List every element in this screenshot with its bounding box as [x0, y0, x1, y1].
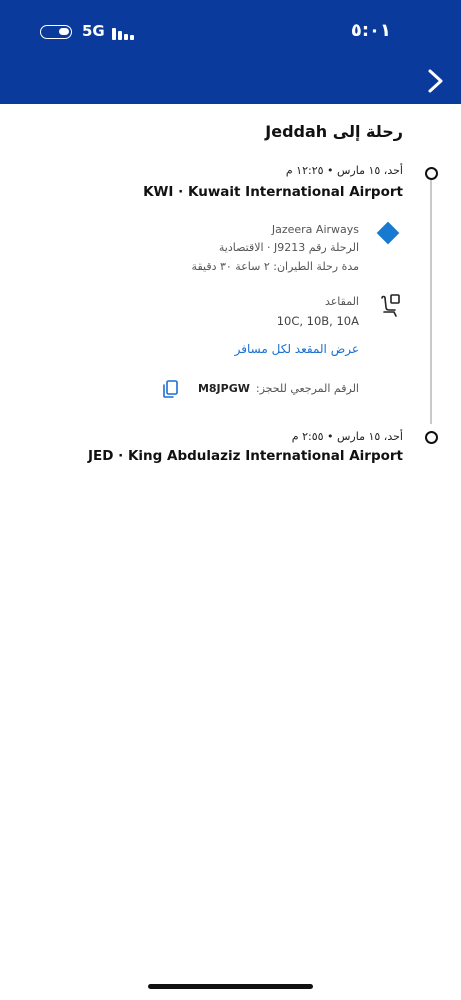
view-seat-per-passenger-link[interactable]: عرض المقعد لكل مسافر [234, 342, 359, 356]
airline-name: Jazeera Airways [271, 223, 359, 236]
booking-reference-label: الرقم المرجعي للحجز: [255, 382, 359, 395]
arrival-airport: JED · King Abdulaziz International Airport [87, 448, 403, 464]
app-header [0, 0, 461, 104]
home-indicator [148, 984, 313, 989]
seats-values: 10C, 10B, 10A [276, 314, 359, 328]
arrival-dot [425, 431, 438, 444]
arrival-datetime: أحد، ١٥ مارس • ٢:٥٥ م [291, 430, 403, 443]
status-time: ٥:٠١ [350, 20, 391, 41]
network-label: 5G [82, 22, 105, 40]
battery-icon [40, 25, 72, 39]
booking-reference [198, 382, 359, 395]
departure-datetime: أحد، ١٥ مارس • ١٢:٢٥ م [285, 164, 403, 177]
departure-dot [425, 167, 438, 180]
seat-icon [378, 292, 402, 318]
signal-icon [112, 24, 136, 40]
airline-logo-icon [377, 222, 400, 245]
flight-info: الرحلة رقم J9213 · الاقتصادية [218, 241, 359, 254]
booking-reference-code: M8JPGW [197, 382, 250, 395]
back-chevron-icon[interactable] [423, 66, 447, 96]
seats-label: المقاعد [324, 295, 359, 308]
departure-airport: KWI · Kuwait International Airport [143, 184, 403, 200]
copy-icon[interactable] [161, 379, 181, 399]
timeline-line [430, 180, 432, 424]
page-title: رحلة إلى Jeddah [265, 122, 403, 141]
flight-duration: مدة رحلة الطيران: ٢ ساعة ٣٠ دقيقة [191, 260, 359, 273]
